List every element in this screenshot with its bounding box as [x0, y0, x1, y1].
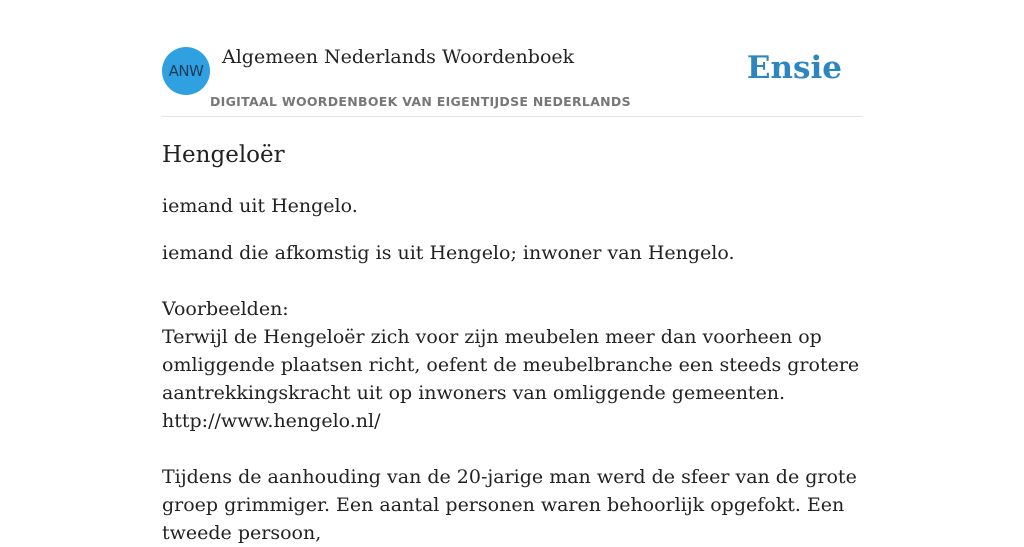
entry-headword: Hengeloër	[162, 142, 285, 168]
examples-label: Voorbeelden:	[162, 298, 289, 320]
example-text: Tijdens de aanhouding van de 20-jarige man werd de sfeer van de grote groep grimmiger. Een aantal personen waren behoorlijk opgefokt. Een tweede persoon,	[162, 466, 857, 544]
logo-text: ANW	[168, 62, 204, 80]
long-definition: iemand die afkomstig is uit Hengelo; inwoner van Hengelo.	[162, 242, 735, 264]
site-subtitle: DIGITAAL WOORDENBOEK VAN EIGENTIJDSE NEDERLANDS	[210, 94, 631, 109]
example-text: Terwijl de Hengeloër zich voor zijn meubelen meer dan voorheen op omliggende plaatsen richt, oefent de meubelbranche een steeds grotere aantrekkingskracht uit op inwoners van omliggende gemeenten.	[162, 326, 860, 404]
site-title[interactable]: Algemeen Nederlands Woordenboek	[222, 46, 575, 68]
example-source: http://www.hengelo.nl/	[162, 410, 381, 432]
anw-logo[interactable]	[162, 47, 210, 95]
ensie-brand-link[interactable]: Ensie	[746, 50, 842, 86]
short-definition: iemand uit Hengelo.	[162, 195, 358, 217]
example-spacer	[162, 435, 862, 463]
site-header	[162, 40, 862, 117]
entry-content	[162, 138, 862, 547]
